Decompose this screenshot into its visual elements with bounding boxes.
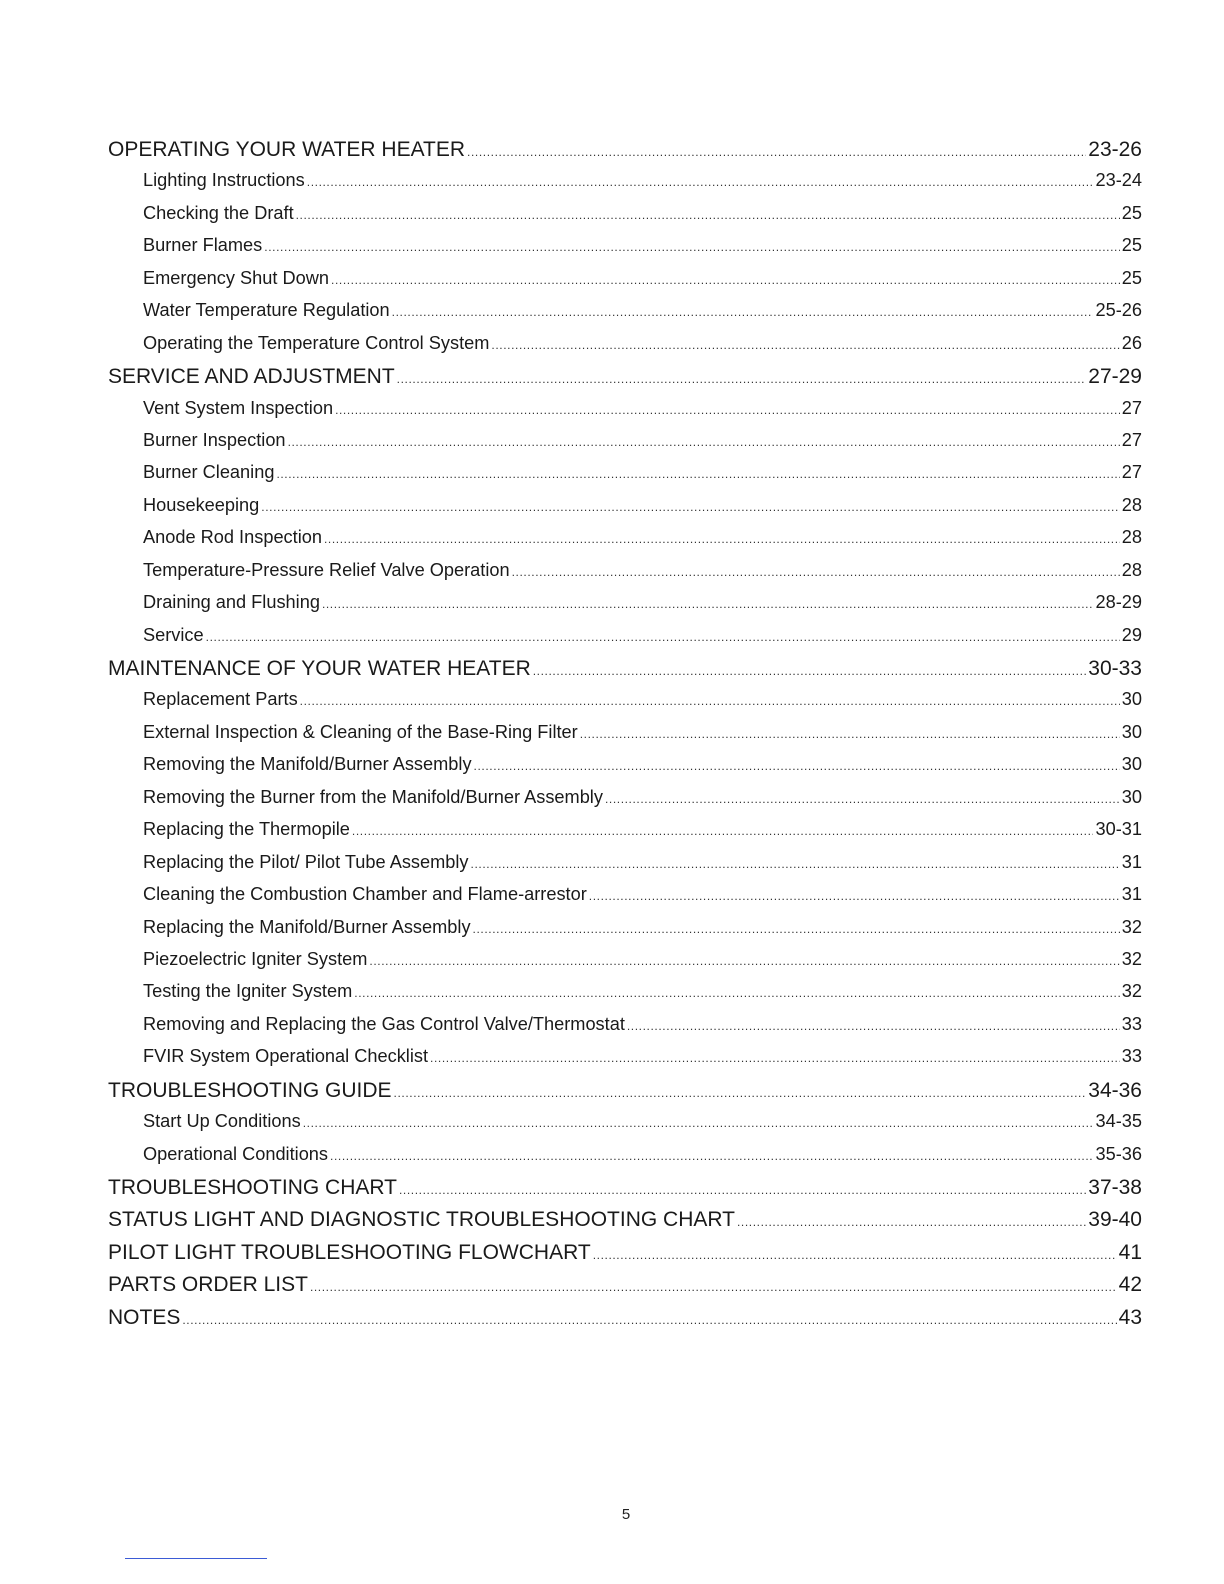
toc-entry-page: 33 <box>1121 1013 1142 1034</box>
toc-entry-title: Burner Flames <box>143 235 263 256</box>
toc-subsection-entry[interactable] <box>108 170 1142 202</box>
toc-entry-title: Replacing the Pilot/ Pilot Tube Assembly <box>143 851 469 872</box>
toc-entry-page: 23-24 <box>1095 170 1142 191</box>
toc-entry-title: Checking the Draft <box>143 202 294 223</box>
toc-entry-title: STATUS LIGHT AND DIAGNOSTIC TROUBLESHOOTING CHART <box>108 1208 735 1232</box>
toc-entry-page: 25 <box>1121 202 1142 223</box>
toc-subsection-entry[interactable] <box>108 592 1142 624</box>
toc-entry-title: External Inspection & Cleaning of the Base-Ring Filter <box>143 721 578 742</box>
dot-leader <box>467 145 1086 159</box>
dot-leader <box>399 1183 1086 1197</box>
toc-entry-page: 39-40 <box>1088 1208 1142 1232</box>
toc-entry-page: 41 <box>1118 1240 1142 1264</box>
dot-leader <box>322 597 1094 611</box>
dot-leader <box>593 1248 1117 1262</box>
toc-entry-page: 25 <box>1121 267 1142 288</box>
dot-leader <box>430 1051 1120 1065</box>
dot-leader <box>307 175 1094 189</box>
dot-leader <box>324 532 1120 546</box>
toc-subsection-entry[interactable] <box>108 430 1142 462</box>
toc-entry-page: 35-36 <box>1095 1143 1142 1164</box>
toc-entry-page: 23-26 <box>1088 138 1142 161</box>
toc-subsection-entry[interactable] <box>108 722 1142 754</box>
toc-entry-page: 26 <box>1121 332 1142 353</box>
toc-entry-page: 30-31 <box>1095 819 1142 840</box>
toc-subsection-entry[interactable] <box>108 852 1142 884</box>
toc-subsection-entry[interactable] <box>108 527 1142 559</box>
toc-entry-title: Replacement Parts <box>143 689 298 710</box>
toc-subsection-entry[interactable] <box>108 689 1142 721</box>
dot-leader <box>580 727 1120 741</box>
toc-subsection-entry[interactable] <box>108 787 1142 819</box>
dot-leader <box>473 922 1120 936</box>
toc-entry-title: Removing and Replacing the Gas Control Valve/Thermostat <box>143 1013 625 1034</box>
toc-entry-page: 25-26 <box>1095 300 1142 321</box>
toc-entry-title: Service <box>143 624 204 645</box>
toc-entry-page: 34-35 <box>1095 1111 1142 1132</box>
toc-entry-title: PILOT LIGHT TROUBLESHOOTING FLOWCHART <box>108 1240 591 1264</box>
toc-subsection-entry[interactable] <box>108 1144 1142 1176</box>
toc-section-entry[interactable] <box>108 1208 1142 1240</box>
toc-entry-title: Replacing the Manifold/Burner Assembly <box>143 916 471 937</box>
dot-leader <box>276 467 1119 481</box>
dot-leader <box>471 857 1120 871</box>
toc-subsection-entry[interactable] <box>108 1014 1142 1046</box>
dot-leader <box>330 1149 1093 1163</box>
toc-section-entry[interactable] <box>108 365 1142 397</box>
toc-entry-page: 27-29 <box>1088 365 1142 389</box>
toc-entry-title: Housekeeping <box>143 494 260 515</box>
toc-entry-title: Temperature-Pressure Relief Valve Operation <box>143 559 510 580</box>
toc-entry-title: Replacing the Thermopile <box>143 819 350 840</box>
toc-entry-page: 30 <box>1121 786 1142 807</box>
toc-subsection-entry[interactable] <box>108 981 1142 1013</box>
dot-leader <box>397 372 1087 386</box>
table-of-contents <box>108 138 1142 1338</box>
toc-subsection-entry[interactable] <box>108 1046 1142 1078</box>
dot-leader <box>392 305 1094 319</box>
dot-leader <box>352 824 1094 838</box>
toc-entry-page: 29 <box>1121 624 1142 645</box>
toc-subsection-entry[interactable] <box>108 625 1142 657</box>
toc-subsection-entry[interactable] <box>108 495 1142 527</box>
toc-entry-page: 30 <box>1121 754 1142 775</box>
toc-entry-page: 32 <box>1121 948 1142 969</box>
toc-subsection-entry[interactable] <box>108 268 1142 300</box>
dot-leader <box>605 792 1120 806</box>
toc-entry-page: 25 <box>1121 235 1142 256</box>
dot-leader <box>335 403 1120 417</box>
toc-section-entry[interactable] <box>108 657 1142 689</box>
toc-entry-page: 27 <box>1121 397 1142 418</box>
toc-subsection-entry[interactable] <box>108 462 1142 494</box>
toc-subsection-entry[interactable] <box>108 560 1142 592</box>
toc-subsection-entry[interactable] <box>108 398 1142 430</box>
toc-entry-page: 42 <box>1118 1273 1142 1297</box>
dot-leader <box>512 565 1120 579</box>
toc-entry-title: PARTS ORDER LIST <box>108 1273 308 1297</box>
toc-entry-page: 31 <box>1121 884 1142 905</box>
toc-entry-page: 34-36 <box>1088 1078 1142 1102</box>
dot-leader <box>589 889 1120 903</box>
toc-entry-page: 28 <box>1121 527 1142 548</box>
toc-entry-page: 30 <box>1121 689 1142 710</box>
toc-entry-page: 37-38 <box>1088 1176 1142 1199</box>
toc-subsection-entry[interactable] <box>108 1111 1142 1143</box>
toc-subsection-entry[interactable] <box>108 300 1142 332</box>
toc-subsection-entry[interactable] <box>108 203 1142 235</box>
toc-subsection-entry[interactable] <box>108 917 1142 949</box>
toc-entry-page: 28 <box>1121 494 1142 515</box>
toc-entry-title: Water Temperature Regulation <box>143 300 390 321</box>
toc-entry-title: Anode Rod Inspection <box>143 527 322 548</box>
bottom-rule <box>125 1558 267 1559</box>
toc-entry-page: 28-29 <box>1095 592 1142 613</box>
toc-entry-title: Start Up Conditions <box>143 1111 301 1132</box>
toc-subsection-entry[interactable] <box>108 949 1142 981</box>
toc-section-entry[interactable] <box>108 1176 1142 1208</box>
toc-subsection-entry[interactable] <box>108 819 1142 851</box>
toc-section-entry[interactable] <box>108 1306 1142 1338</box>
dot-leader <box>354 986 1120 1000</box>
toc-entry-page: 27 <box>1121 462 1142 483</box>
dot-leader <box>303 1116 1094 1130</box>
toc-entry-page: 33 <box>1121 1046 1142 1067</box>
toc-entry-page: 32 <box>1121 981 1142 1002</box>
toc-entry-title: MAINTENANCE OF YOUR WATER HEATER <box>108 657 531 680</box>
toc-entry-title: Removing the Burner from the Manifold/Burner Assembly <box>143 786 603 807</box>
dot-leader <box>310 1280 1117 1294</box>
dot-leader <box>369 954 1119 968</box>
toc-entry-title: Removing the Manifold/Burner Assembly <box>143 754 472 775</box>
toc-entry-title: Cleaning the Combustion Chamber and Flame-arrestor <box>143 884 587 905</box>
dot-leader <box>296 208 1120 222</box>
toc-subsection-entry[interactable] <box>108 333 1142 365</box>
toc-entry-title: Burner Cleaning <box>143 462 275 483</box>
dot-leader <box>300 694 1120 708</box>
toc-entry-title: Draining and Flushing <box>143 592 320 613</box>
toc-entry-title: TROUBLESHOOTING CHART <box>108 1176 397 1199</box>
toc-entry-page: 27 <box>1121 429 1142 450</box>
toc-entry-title: Lighting Instructions <box>143 170 305 191</box>
toc-entry-title: Testing the Igniter System <box>143 981 353 1002</box>
dot-leader <box>627 1019 1120 1033</box>
toc-entry-title: Burner Inspection <box>143 429 286 450</box>
dot-leader <box>491 338 1119 352</box>
toc-entry-page: 43 <box>1118 1305 1142 1329</box>
dot-leader <box>264 240 1119 254</box>
dot-leader <box>533 664 1087 678</box>
toc-entry-title: OPERATING YOUR WATER HEATER <box>108 138 466 161</box>
toc-entry-title: FVIR System Operational Checklist <box>143 1046 429 1067</box>
toc-section-entry[interactable] <box>108 1273 1142 1305</box>
toc-entry-page: 30 <box>1121 721 1142 742</box>
dot-leader <box>261 500 1119 514</box>
toc-entry-title: SERVICE AND ADJUSTMENT <box>108 365 395 389</box>
toc-entry-title: Operating the Temperature Control System <box>143 332 490 353</box>
dot-leader <box>206 630 1120 644</box>
toc-entry-page: 30-33 <box>1088 657 1142 680</box>
toc-subsection-entry[interactable] <box>108 235 1142 267</box>
toc-entry-page: 28 <box>1121 559 1142 580</box>
toc-entry-title: Operational Conditions <box>143 1143 329 1164</box>
toc-entry-title: NOTES <box>108 1305 181 1329</box>
toc-entry-title: Vent System Inspection <box>143 397 334 418</box>
toc-entry-title: Piezoelectric Igniter System <box>143 948 368 969</box>
toc-entry-title: Emergency Shut Down <box>143 267 330 288</box>
dot-leader <box>474 759 1120 773</box>
dot-leader <box>288 435 1120 449</box>
toc-entry-page: 31 <box>1121 851 1142 872</box>
dot-leader <box>331 273 1120 287</box>
dot-leader <box>394 1086 1087 1100</box>
page-number: 5 <box>621 1506 631 1523</box>
toc-subsection-entry[interactable] <box>108 754 1142 786</box>
dot-leader <box>182 1313 1116 1327</box>
toc-subsection-entry[interactable] <box>108 884 1142 916</box>
toc-section-entry[interactable] <box>108 1241 1142 1273</box>
dot-leader <box>737 1215 1086 1229</box>
toc-entry-page: 32 <box>1121 916 1142 937</box>
toc-section-entry[interactable] <box>108 138 1142 170</box>
toc-entry-title: TROUBLESHOOTING GUIDE <box>108 1078 392 1102</box>
toc-section-entry[interactable] <box>108 1079 1142 1111</box>
